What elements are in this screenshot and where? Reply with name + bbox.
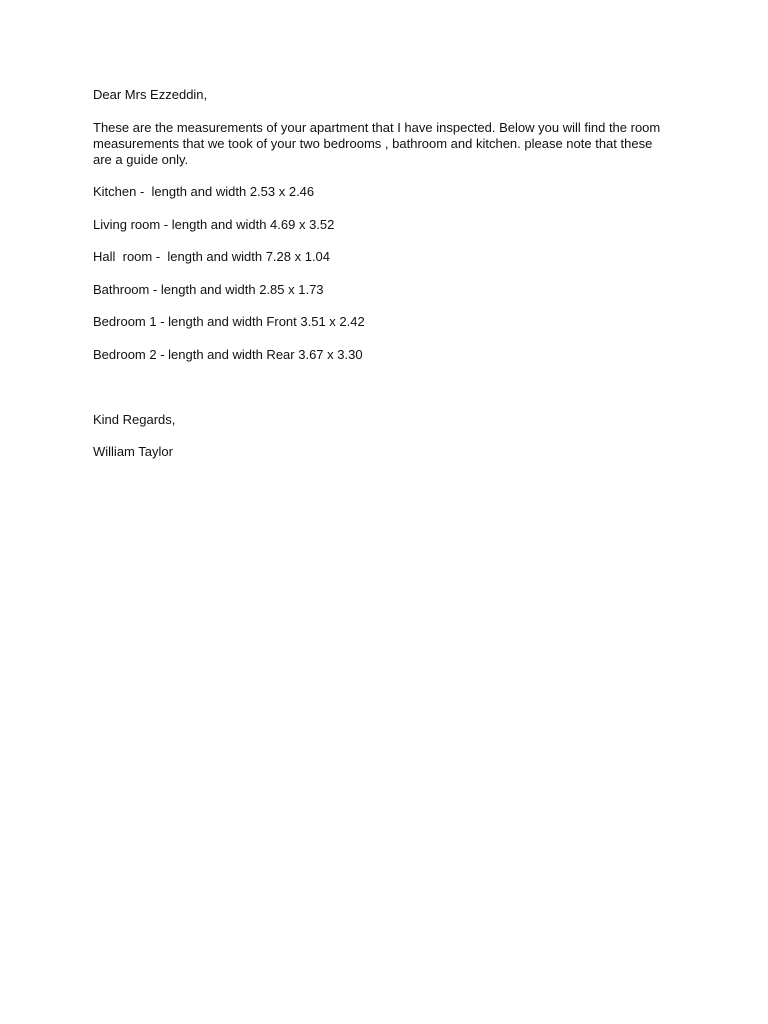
room-measurement-hall-room: Hall room - length and width 7.28 x 1.04 [93,249,331,264]
room-measurement-kitchen: Kitchen - length and width 2.53 x 2.46 [93,184,315,199]
room-measurement-living-room: Living room - length and width 4.69 x 3.52 [93,216,335,232]
closing: Kind Regards, [93,411,176,427]
blank-lines [93,379,673,412]
room-measurement-bedroom-1: Bedroom 1 - length and width Front 3.51 x 2.42 [93,314,365,329]
salutation: Dear Mrs Ezzeddin, [93,87,208,102]
signature: William Taylor [93,444,173,459]
intro-paragraph: These are the measurements of your apartment that I have inspected. Below you will find the room measurements that we took of your two bedrooms , bathroom and kitchen. please note that these are a guide only. [93,119,664,167]
room-measurement-bathroom: Bathroom - length and width 2.85 x 1.73 [93,281,324,297]
room-measurement-bedroom-2: Bedroom 2 - length and width Rear 3.67 x 3.30 [93,346,363,362]
letter-body [93,87,673,477]
